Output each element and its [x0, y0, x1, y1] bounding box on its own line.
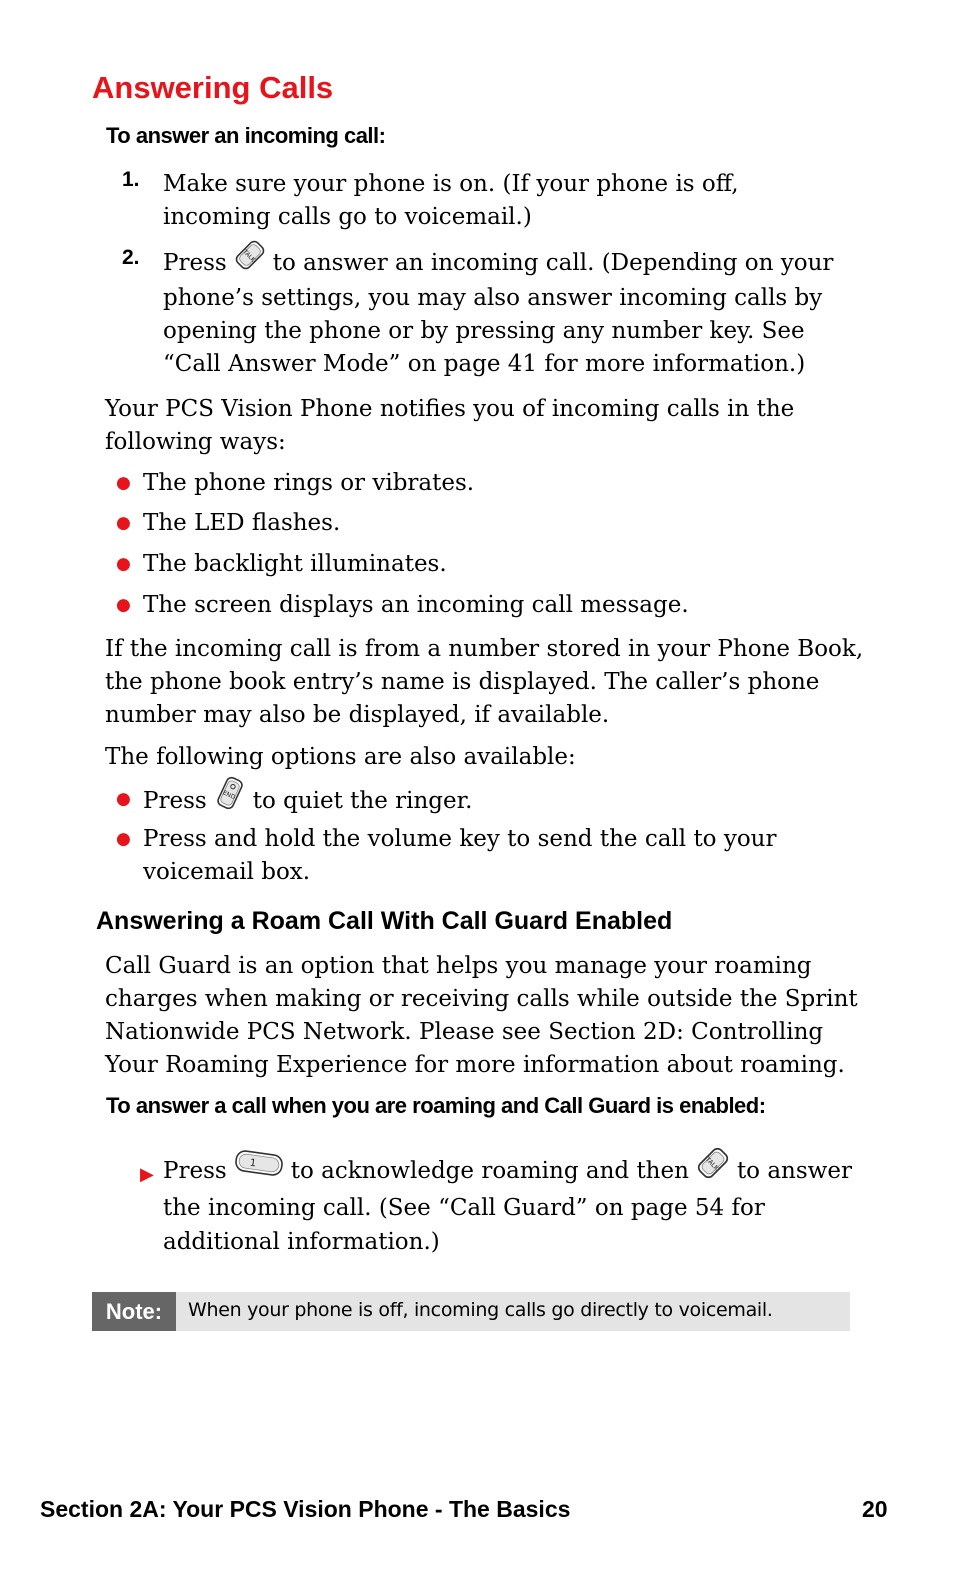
note-text: When your phone is off, incoming calls go directly to voicemail.	[188, 1299, 773, 1321]
one-key-icon	[233, 1148, 285, 1188]
roam-step-pre: Press	[163, 1158, 227, 1184]
arrow-bullet-icon: ▶	[140, 1164, 154, 1185]
notify-intro: Your PCS Vision Phone notifies you of incoming calls in the following ways:	[105, 396, 795, 455]
step-number-1: 1.	[122, 168, 140, 191]
notify-bullet-2: The LED flashes.	[143, 510, 341, 536]
svg-text:END: END	[221, 789, 236, 802]
roam-step-text	[163, 1153, 853, 1259]
bullet-marker: ●	[116, 789, 131, 809]
bullet-marker: ●	[116, 595, 131, 615]
page-title: Answering Calls	[92, 70, 334, 105]
step-2-post: to answer an incoming call. (Depending on your phone’s settings, you may also answer incoming calls by opening the phone or by pressing any number key. See “Call Answer Mode” on page 41 for more information.)	[163, 250, 834, 377]
notify-bullet-1: The phone rings or vibrates.	[143, 470, 475, 496]
roam-step-mid: to acknowledge roaming and then	[290, 1158, 689, 1184]
callguard-paragraph: Call Guard is an option that helps you manage your roaming charges when making or receiving calls while outside the Sprint Nationwide PCS Network. Please see Section 2D: Controlling Your Roaming Experience for more information about roaming.	[105, 953, 858, 1078]
step-2-pre: Press	[163, 250, 227, 276]
talk-key-icon	[233, 238, 267, 282]
bullet-marker: ●	[116, 473, 131, 493]
roam-step-post: to answer the incoming call. (See “Call Guard” on page 54 for additional information.)	[163, 1158, 852, 1255]
svg-text:TALK: TALK	[241, 248, 257, 264]
section-subheading: Answering a Roam Call With Call Guard Enabled	[96, 907, 673, 935]
notify-bullet-3: The backlight illuminates.	[143, 551, 447, 577]
bullet-marker: ●	[116, 829, 131, 849]
svg-text:1: 1	[248, 1157, 257, 1170]
step-text-1: Make sure your phone is on. (If your phone is off, incoming calls go to voicemail.)	[163, 171, 739, 230]
footer-page-number: 20	[862, 1496, 888, 1522]
option-1-pre: Press	[143, 788, 207, 814]
roam-lead-in-heading: To answer a call when you are roaming and Call Guard is enabled:	[106, 1093, 766, 1118]
bullet-marker: ●	[116, 513, 131, 533]
option-1-post: to quiet the ringer.	[252, 788, 473, 814]
step-number-2: 2.	[122, 246, 140, 269]
notify-bullet-4: The screen displays an incoming call message.	[143, 592, 689, 618]
option-bullet-2: Press and hold the volume key to send the call to your voicemail box.	[143, 826, 777, 885]
end-key-icon	[213, 775, 247, 821]
option-bullet-1	[143, 783, 843, 821]
options-intro: The following options are also available:	[105, 744, 576, 770]
step-text-2	[163, 246, 853, 381]
phonebook-paragraph: If the incoming call is from a number stored in your Phone Book, the phone book entry’s name is displayed. The caller’s phone number may also be displayed, if available.	[105, 636, 864, 728]
svg-text:TALK: TALK	[703, 1156, 720, 1173]
note-label: Note:	[92, 1292, 176, 1331]
footer-section-title: Section 2A: Your PCS Vision Phone - The Basics	[40, 1496, 571, 1522]
talk-key-icon	[695, 1145, 731, 1191]
bullet-marker: ●	[116, 554, 131, 574]
lead-in-heading: To answer an incoming call:	[106, 123, 386, 148]
